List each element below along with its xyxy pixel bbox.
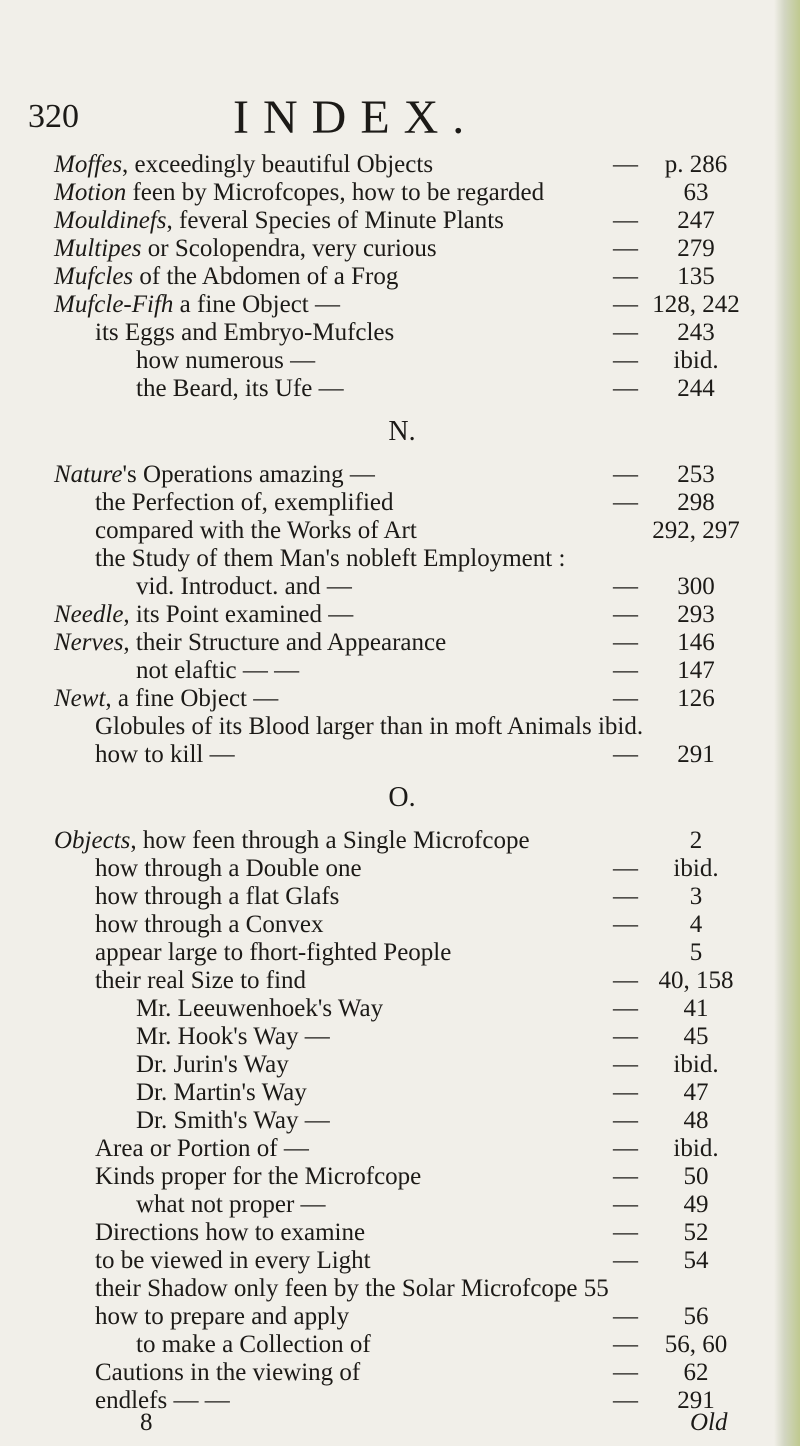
entry-headword: Mufcles xyxy=(54,263,134,290)
index-entry xyxy=(54,1359,750,1387)
entry-text: 's Operations amazing — xyxy=(122,461,375,488)
entry-text: , feveral Species of Minute Plants xyxy=(166,207,504,234)
index-entry xyxy=(54,967,750,995)
entry-text: the Beard, its Ufe — xyxy=(136,375,344,402)
entry-text: , exceedingly beautiful Objects xyxy=(122,151,434,178)
leader-dash: — xyxy=(613,1331,638,1358)
signature-mark: 8 xyxy=(140,1409,153,1436)
index-entry xyxy=(54,1275,750,1303)
index-entry xyxy=(54,1247,750,1275)
entry-headword: Needle xyxy=(54,601,124,628)
page-reference: 41 xyxy=(683,995,709,1022)
index-entry xyxy=(54,461,750,489)
index-entry xyxy=(54,235,750,263)
index-entry xyxy=(54,1303,750,1331)
entry-text: of the Abdomen of a Frog xyxy=(133,263,399,290)
entry-text: Dr. Smith's Way — xyxy=(136,1107,330,1134)
page-reference: 292, 297 xyxy=(652,517,740,544)
index-entry xyxy=(54,1107,750,1135)
entry-text: Area or Portion of — xyxy=(95,1135,309,1162)
index-entry xyxy=(54,855,750,883)
index-entry xyxy=(54,207,750,235)
index-entry xyxy=(54,545,750,573)
index-entry xyxy=(54,1163,750,1191)
entry-headword: Newt xyxy=(54,685,106,712)
page-reference: 147 xyxy=(677,657,715,684)
index-entry xyxy=(54,179,750,207)
leader-dash: — xyxy=(613,685,638,712)
leader-dash: — xyxy=(613,1219,638,1246)
catchword: Old xyxy=(690,1409,728,1436)
entry-text: how numerous — xyxy=(136,347,316,374)
page-reference: 45 xyxy=(683,1023,709,1050)
index-entry xyxy=(54,601,750,629)
index-entry xyxy=(54,713,750,741)
page-header xyxy=(28,86,748,144)
leader-dash: — xyxy=(613,235,638,262)
index-entry xyxy=(54,1331,750,1359)
entry-headword: Mufcle-Fifh xyxy=(54,291,174,318)
page-reference: 126 xyxy=(677,685,715,712)
leader-dash: — xyxy=(613,1303,638,1330)
leader-dash: — xyxy=(613,207,638,234)
page-reference: 49 xyxy=(683,1191,709,1218)
index-entry xyxy=(54,1219,750,1247)
leader-dash: — xyxy=(613,1163,638,1190)
entry-text: or Scolopendra, very curious xyxy=(141,235,437,262)
leader-dash: — xyxy=(613,347,638,374)
section-letter: O. xyxy=(388,782,416,813)
leader-dash: — xyxy=(613,1135,638,1162)
page-number: 320 xyxy=(28,98,79,135)
entry-text: , a fine Object — xyxy=(105,685,279,712)
leader-dash: — xyxy=(613,1051,638,1078)
entry-text: not elaftic — — xyxy=(136,657,300,684)
entry-headword: Nerves xyxy=(54,629,124,656)
entry-text: how through a Double one xyxy=(95,855,362,882)
page-reference: 56, 60 xyxy=(664,1331,728,1358)
leader-dash: — xyxy=(613,629,638,656)
page-reference: 52 xyxy=(683,1219,709,1246)
index-entry xyxy=(54,151,750,179)
leader-dash: — xyxy=(613,883,638,910)
leader-dash: — xyxy=(613,1023,638,1050)
leader-dash: — xyxy=(613,741,638,768)
leader-dash: — xyxy=(613,489,638,516)
page-reference: 56 xyxy=(683,1303,709,1330)
page-reference: 244 xyxy=(677,375,715,402)
index-entry xyxy=(54,1079,750,1107)
leader-dash: — xyxy=(613,1359,638,1386)
leader-dash: — xyxy=(613,657,638,684)
index-entry xyxy=(54,347,750,375)
leader-dash: — xyxy=(613,1107,638,1134)
page-reference: 279 xyxy=(677,235,715,262)
index-entry xyxy=(54,685,750,713)
entry-text: how through a Convex xyxy=(95,911,324,938)
entry-text: to be viewed in every Light xyxy=(95,1247,371,1274)
entry-text: the Perfection of, exemplified xyxy=(95,489,394,516)
entry-headword: Motion xyxy=(54,179,127,206)
page-reference: 47 xyxy=(683,1079,709,1106)
index-entry xyxy=(54,1135,750,1163)
page-reference: 63 xyxy=(683,179,709,206)
page-reference: 291 xyxy=(677,741,715,768)
entry-text: Dr. Jurin's Way xyxy=(136,1051,289,1078)
page-reference: 48 xyxy=(683,1107,709,1134)
entry-text: Directions how to examine xyxy=(95,1219,366,1246)
index-list xyxy=(54,151,750,1415)
entry-text: the Study of them Man's nobleft Employment : xyxy=(95,545,566,572)
entry-text: endlefs — — xyxy=(95,1387,230,1414)
leader-dash: — xyxy=(613,1079,638,1106)
index-entry xyxy=(54,573,750,601)
leader-dash: — xyxy=(613,151,638,178)
page-reference: 3 xyxy=(689,883,703,910)
entry-text: Kinds proper for the Microfcope xyxy=(95,1163,422,1190)
index-entry xyxy=(54,1023,750,1051)
index-entry xyxy=(54,1387,750,1415)
page-reference: 243 xyxy=(677,319,715,346)
page-reference: 4 xyxy=(689,911,703,938)
entry-text: feen by Microfcopes, how to be regarded xyxy=(126,179,545,206)
page-reference: 291 xyxy=(677,1387,715,1414)
page-reference: 293 xyxy=(677,601,715,628)
entry-text: appear large to fhort-fighted People xyxy=(95,939,452,966)
index-entry xyxy=(54,1191,750,1219)
page-reference: 300 xyxy=(677,573,715,600)
index-entry xyxy=(54,291,750,319)
leader-dash: — xyxy=(613,1247,638,1274)
page-reference: ibid. xyxy=(673,1135,719,1162)
leader-dash: — xyxy=(613,855,638,882)
entry-text: vid. Introduct. and — xyxy=(136,573,352,600)
leader-dash: — xyxy=(613,995,638,1022)
page-reference: ibid. xyxy=(673,1051,719,1078)
page-reference: 50 xyxy=(683,1163,709,1190)
leader-dash: — xyxy=(613,291,638,318)
page-reference: 128, 242 xyxy=(652,291,740,318)
entry-text: their Shadow only feen by the Solar Microfcope 55 xyxy=(95,1275,609,1302)
entry-text: Dr. Martin's Way xyxy=(136,1079,307,1106)
entry-text: their real Size to find xyxy=(95,967,307,994)
leader-dash: — xyxy=(613,1191,638,1218)
leader-dash: — xyxy=(613,375,638,402)
entry-headword: Objects xyxy=(54,827,131,854)
section-letter: N. xyxy=(388,416,416,447)
entry-text: its Eggs and Embryo-Mufcles xyxy=(95,319,395,346)
page-reference: 247 xyxy=(677,207,715,234)
page-reference: 135 xyxy=(677,263,715,290)
index-entry xyxy=(54,995,750,1023)
leader-dash: — xyxy=(613,1387,638,1414)
leader-dash: — xyxy=(613,967,638,994)
entry-text: what not proper — xyxy=(136,1191,326,1218)
entry-text: how to prepare and apply xyxy=(95,1303,350,1330)
leader-dash: — xyxy=(613,319,638,346)
index-entry xyxy=(54,911,750,939)
index-entry xyxy=(54,489,750,517)
index-entry xyxy=(54,939,750,967)
index-entry xyxy=(54,263,750,291)
running-title: INDEX. xyxy=(233,91,479,144)
page-reference: 2 xyxy=(689,827,703,854)
entry-text: , its Point examined — xyxy=(123,601,354,628)
index-entry xyxy=(54,319,750,347)
entry-text: Globules of its Blood larger than in moft Animals ibid. xyxy=(95,713,644,740)
entry-text: Cautions in the viewing of xyxy=(95,1359,361,1386)
entry-text: how to kill — xyxy=(95,741,235,768)
entry-headword: Moffes xyxy=(54,151,123,178)
leader-dash: — xyxy=(613,601,638,628)
index-entry xyxy=(54,1051,750,1079)
leader-dash: — xyxy=(613,573,638,600)
page-reference: p. 286 xyxy=(664,151,728,178)
entry-headword: Nature xyxy=(54,461,123,488)
index-entry xyxy=(54,657,750,685)
leader-dash: — xyxy=(613,461,638,488)
leader-dash: — xyxy=(613,263,638,290)
index-entry xyxy=(54,827,750,855)
page-reference: ibid. xyxy=(673,855,719,882)
entry-text: Mr. Leeuwenhoek's Way xyxy=(136,995,384,1022)
page-reference: 54 xyxy=(683,1247,709,1274)
page-reference: 253 xyxy=(677,461,715,488)
page-reference: 5 xyxy=(689,939,703,966)
page-reference: 40, 158 xyxy=(658,967,734,994)
entry-text: compared with the Works of Art xyxy=(95,517,417,544)
entry-headword: Multipes xyxy=(54,235,142,262)
index-entry xyxy=(54,375,750,403)
entry-text: a fine Object — xyxy=(173,291,341,318)
index-entry xyxy=(54,629,750,657)
leader-dash: — xyxy=(613,911,638,938)
entry-text: Mr. Hook's Way — xyxy=(136,1023,330,1050)
entry-text: how through a flat Glafs xyxy=(95,883,340,910)
entry-text: , how feen through a Single Microfcope xyxy=(130,827,530,854)
page-reference: 62 xyxy=(683,1359,709,1386)
index-entry xyxy=(54,741,750,769)
page-reference: 298 xyxy=(677,489,715,516)
entry-headword: Mouldinefs xyxy=(54,207,167,234)
entry-text: , their Structure and Appearance xyxy=(123,629,447,656)
page-edge-shading xyxy=(774,0,800,1446)
page-reference: ibid. xyxy=(673,347,719,374)
entry-text: to make a Collection of xyxy=(136,1331,371,1358)
page-reference: 146 xyxy=(677,629,715,656)
index-entry xyxy=(54,883,750,911)
index-entry xyxy=(54,517,750,545)
